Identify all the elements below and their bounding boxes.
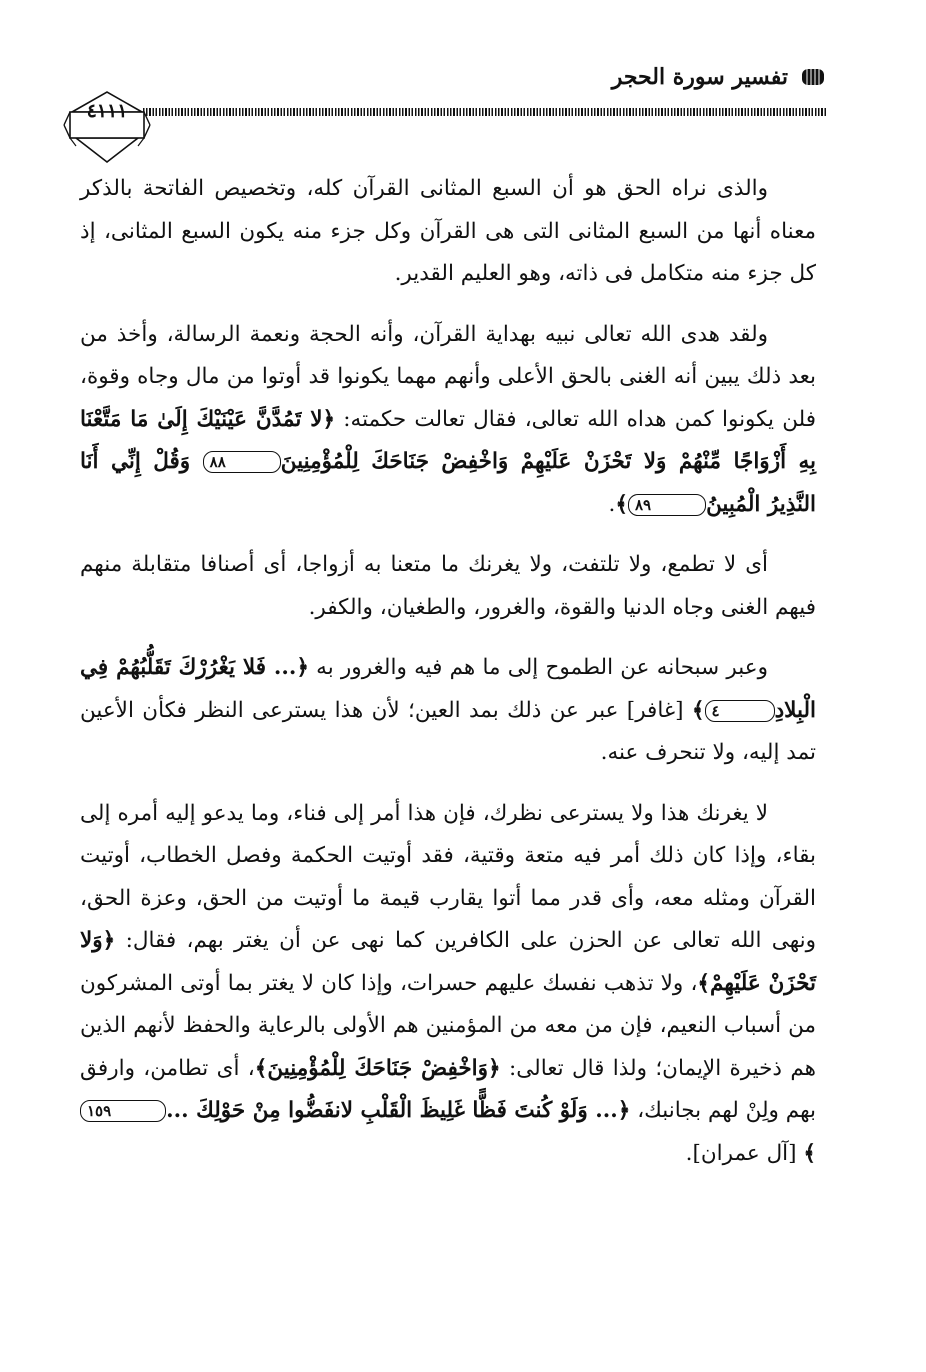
paragraph: [80, 168, 816, 296]
quran-bracket: ﴾: [254, 1055, 268, 1081]
verse-number-marker: ٨٨: [203, 451, 281, 473]
paragraph-text: [آل عمران].: [685, 1140, 804, 1166]
paragraph: [80, 793, 816, 1176]
paragraph: [80, 314, 816, 527]
paragraph: [80, 544, 816, 629]
quran-bracket: ﴿: [488, 1055, 501, 1081]
body-text: [80, 168, 816, 1193]
paragraph: [80, 647, 816, 775]
paragraph-text: ، أى تطامن، وارفق بهم ولِنْ لهم بجانبك،: [80, 1055, 816, 1123]
paragraph-text: .: [608, 491, 616, 517]
page-number: ٤١١١: [86, 100, 128, 122]
quran-bracket: ﴿: [322, 406, 336, 432]
paragraph-text: لا يغرنك هذا ولا يسترعى نظرك، فإن هذا أمر إلى فناء، وما يدعو إليه أمره إلى بقاء، وإذا كان ذلك أمر فيه متعة وقتية، فقد أوتيت الحكمة وفصل الخطاب، أوتيت القرآن ومثله معه، وأى قدر مما أتوا يقارب قيمة ما أوتيت من الحق، وعزة الحق، ونهى الله تعالى عن الحزن على الكافرين كما نهى عن أن يغتر بهم، فقال:: [80, 800, 816, 953]
quran-bracket: ﴾: [697, 970, 711, 996]
quran-verse: وَقُلْ إِنِّي أَنَا النَّذِيرُ الْمُبِينُ: [80, 449, 816, 517]
verse-number-marker: ٤: [705, 700, 775, 722]
header-rule: [142, 108, 826, 116]
quran-verse: لا تَمُدَّنَّ عَيْنَيْكَ إِلَىٰ مَا مَتَّعْنَا بِهِ أَزْوَاجًا مِّنْهُمْ وَلا تَحْزَنْ عَلَيْهِمْ وَاخْفِضْ جَنَاحَكَ لِلْمُؤْمِنِينَ: [80, 406, 816, 474]
quran-bracket: ﴾: [691, 697, 705, 723]
paragraph-text: [غافر] عبر عن ذلك بمد العين؛ لأن هذا يسترعى النظر فكأن الأعين تمد إليه، ولا تنحرف عنه.: [80, 697, 816, 765]
quran-bracket: ﴿: [617, 1098, 631, 1123]
page-header: [62, 54, 826, 164]
paragraph-text: أى لا تطمع، ولا تلتفت، ولا يغرنك ما متعنا به أزواجا، أى أصنافا متقابلة منهم فيهم الغنى وجاه الدنيا والقوة، والغرور، والطغيان، والكفر.: [80, 552, 816, 620]
quran-verse: وَلا تَحْزَنْ عَلَيْهِمْ: [80, 928, 816, 996]
quran-verse: ... فَلا يَغْرُرْكَ تَقَلُّبُهُمْ فِي الْبِلادِ: [80, 655, 816, 723]
bullet-ornament-icon: [800, 66, 826, 88]
paragraph-text: والذى نراه الحق هو أن السبع المثانى القرآن كله، وتخصيص الفاتحة بالذكر معناه أنها من السبع المثانى التى هى القرآن وكل جزء منه يكون السبع المثانى، إذ كل جزء منه متكامل فى ذاته، وهو العليم القدير.: [80, 176, 816, 286]
page-title: تفسير سورة الحجر: [611, 64, 788, 90]
verse-number-marker: ١٥٩: [80, 1100, 166, 1122]
quran-bracket: ﴾: [615, 491, 628, 517]
quran-verse: ... وَلَوْ كُنتَ فَظًّا غَلِيظَ الْقَلْبِ لانفَضُّوا مِنْ حَوْلِكَ ...: [166, 1098, 618, 1123]
quran-verse: وَاخْفِضْ جَنَاحَكَ لِلْمُؤْمِنِينَ: [267, 1055, 489, 1081]
paragraph-text: وعبر سبحانه عن الطموح إلى ما هم فيه والغرور به: [308, 655, 768, 680]
quran-bracket: ﴿: [296, 655, 309, 680]
quran-bracket: ﴿: [102, 928, 116, 953]
paragraph-text: ، ولا تذهب نفسك عليهم حسرات، وإذا كان لا يغتر بما أوتى المشركون من أسباب النعيم، فإن من معه من المؤمنين هم الأولى بالرعاية والحفظ لأنهم الذين هم ذخيرة الإيمان؛ ولذا قال تعالى:: [80, 970, 817, 1081]
paragraph-text: ولقد هدى الله تعالى نبيه بهداية القرآن، وأنه الحجة ونعمة الرسالة، وأخذ من بعد ذلك يبين أنه الغنى بالحق الأعلى وأنهم مهما يكونوا قد أوتوا من مال وجاه وقوة، فلن يكونوا كمن هداه الله تعالى، فقال تعالت حكمته:: [80, 321, 816, 432]
quran-bracket: ﴾: [803, 1140, 816, 1166]
header-title-group: [612, 64, 826, 90]
verse-number-marker: ٨٩: [628, 494, 706, 516]
